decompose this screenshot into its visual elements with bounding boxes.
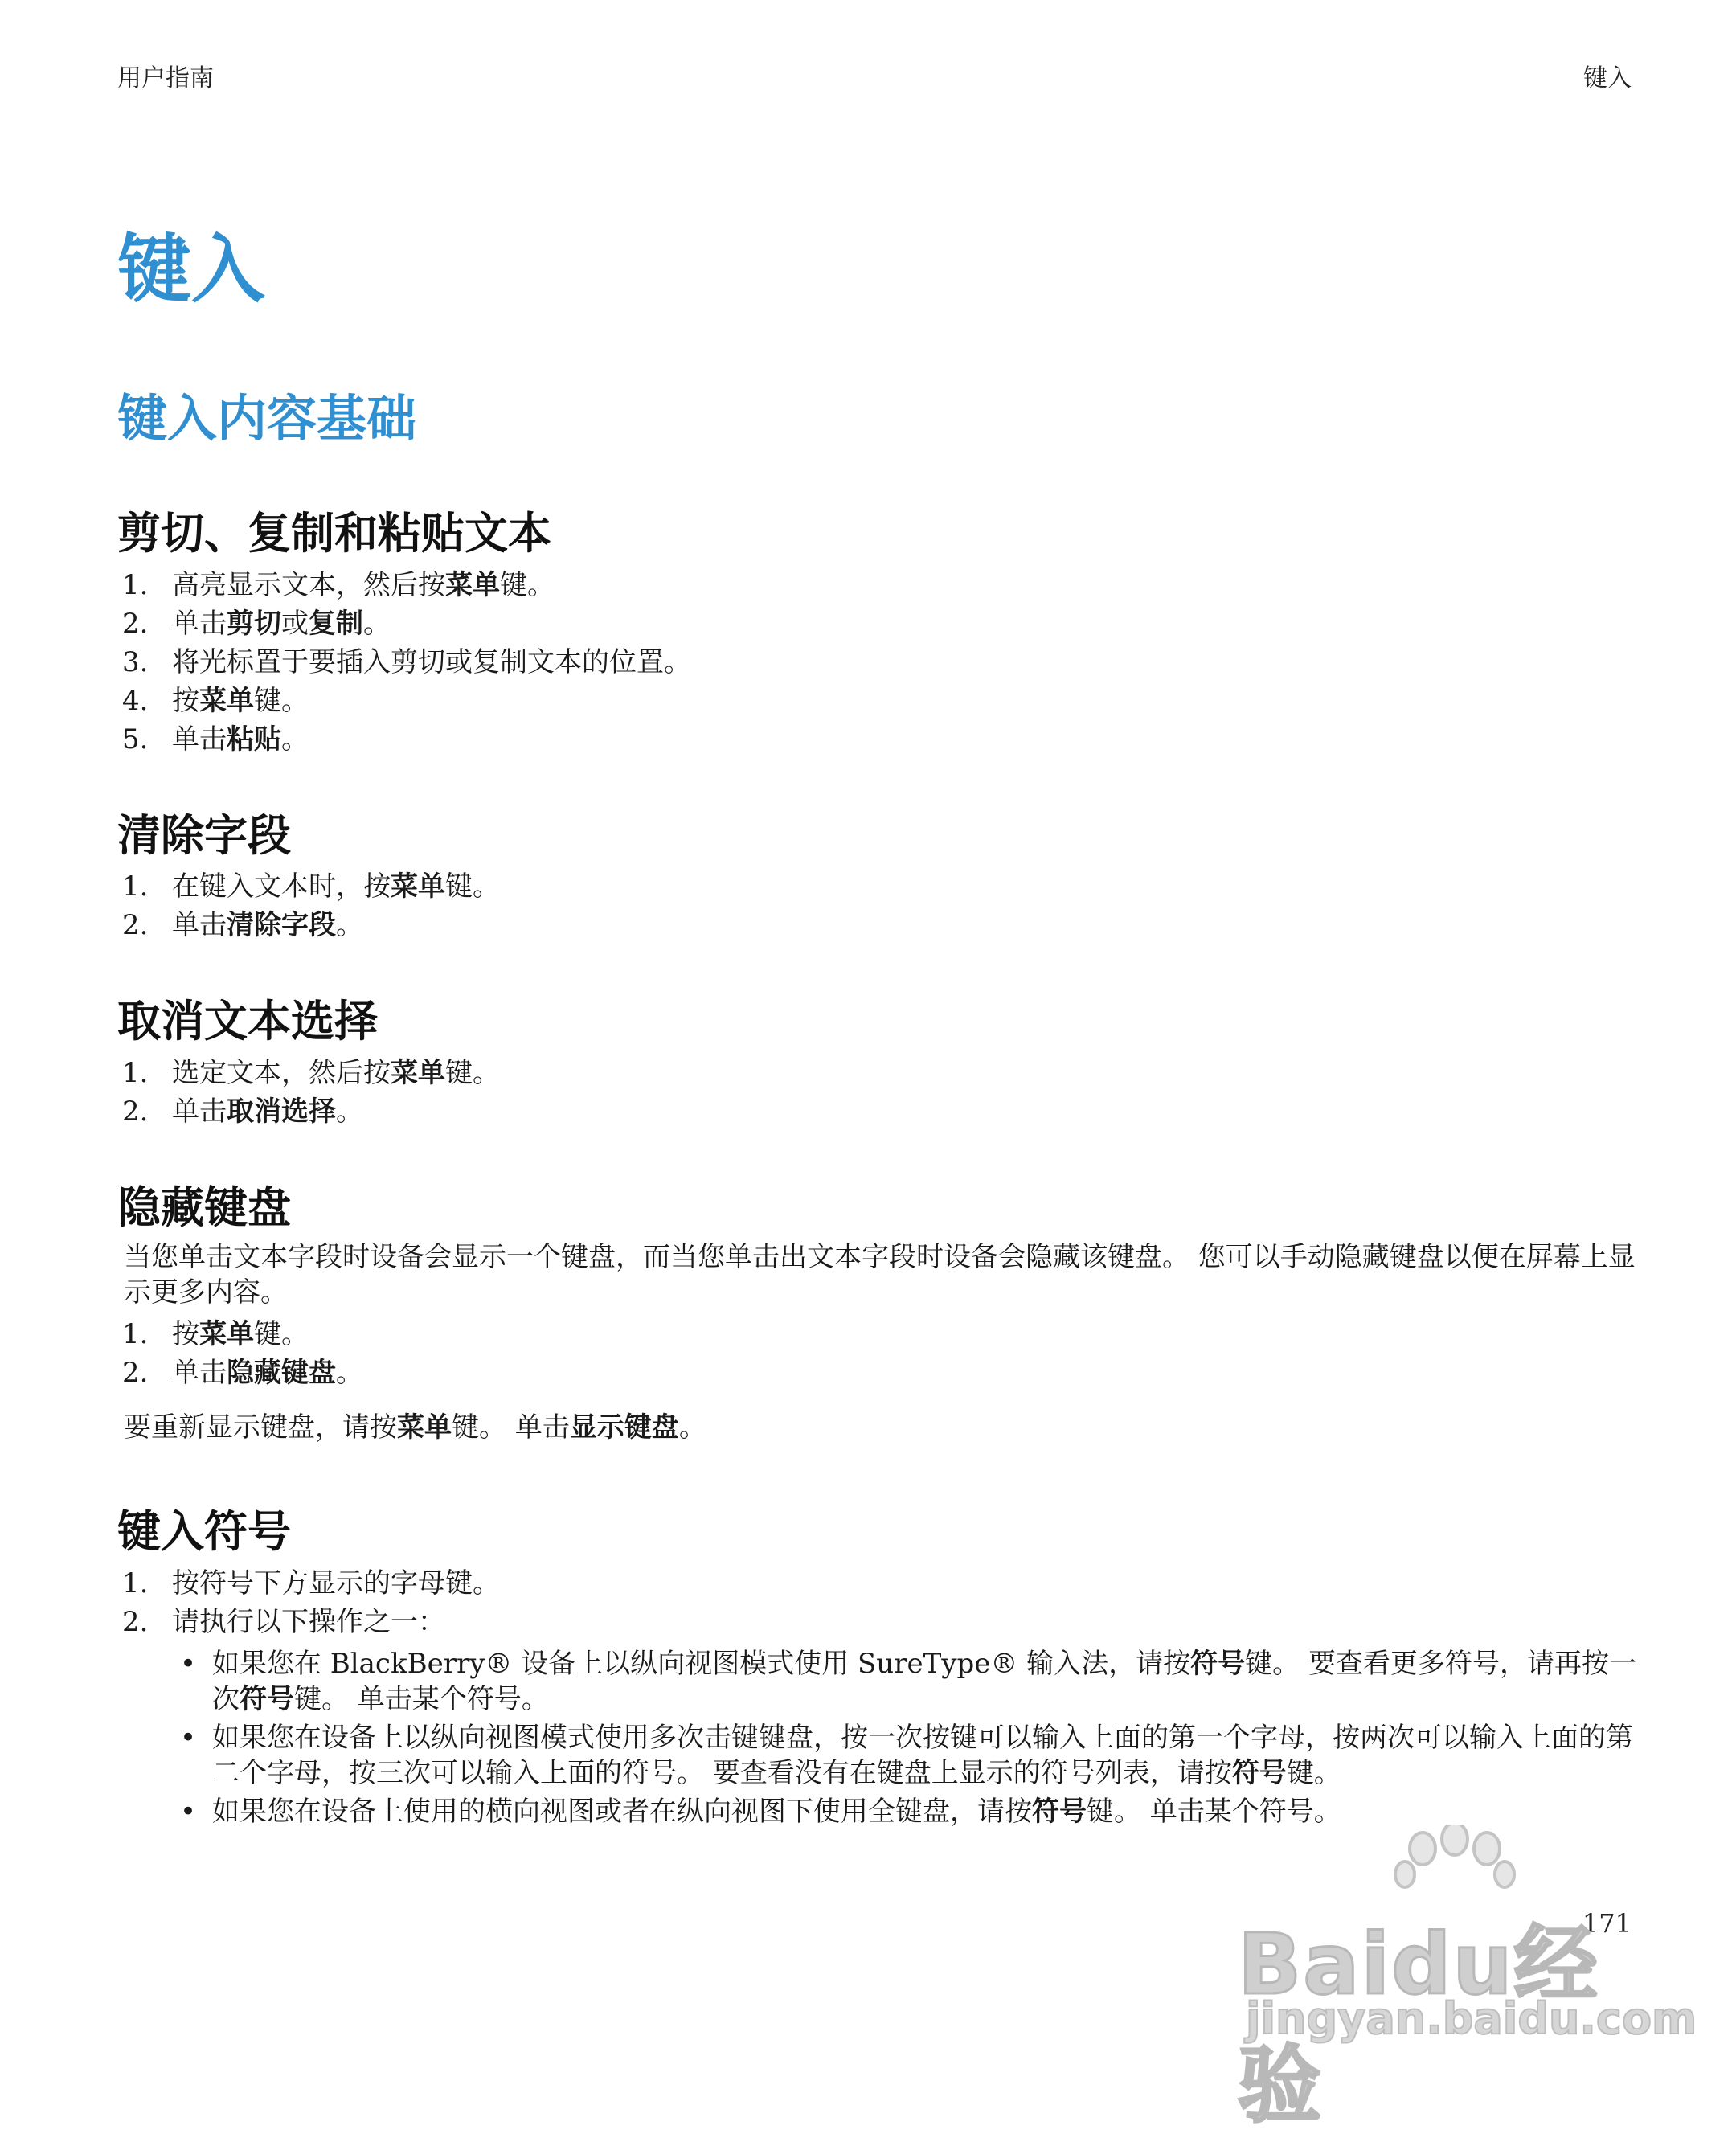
step-item: 2. 单击剪切或复制。 [122, 607, 391, 640]
step-item: 5. 单击粘贴。 [122, 723, 309, 756]
chapter-title: 键入 [117, 227, 266, 313]
running-header-right: 键入 [1583, 64, 1632, 92]
steps-cut-copy-paste [117, 566, 1636, 759]
step-item: 3. 将光标置于要插入剪切或复制文本的位置。 [122, 645, 691, 678]
list-item: • 如果您在设备上使用的横向视图或者在纵向视图下使用全键盘，请按符号键。 单击某个符号。 [180, 1795, 1341, 1828]
step-item: 1. 选定文本，然后按菜单键。 [122, 1056, 500, 1089]
bullet-icon: • [180, 1795, 197, 1828]
step-item: 2. 单击取消选择。 [122, 1095, 363, 1128]
baidu-jingyan-watermark [1238, 1825, 1697, 2134]
bullet-icon: • [180, 1647, 197, 1680]
steps-type-symbol [117, 1564, 1636, 1641]
topic-title-hide-keyboard: 隐藏键盘 [117, 1182, 291, 1233]
step-item: 2. 请执行以下操作之一： [122, 1605, 445, 1638]
topic-title-clear-field: 清除字段 [117, 809, 291, 861]
watermark-url: jingyan.baidu.com [1246, 1993, 1697, 2044]
hide-keyboard-note: 要重新显示键盘，请按菜单键。 单击显示键盘。 [124, 1411, 706, 1444]
page-content [117, 506, 1636, 1833]
step-item: 1. 按符号下方显示的字母键。 [122, 1567, 500, 1599]
list-item: • 如果您在 BlackBerry® 设备上以纵向视图模式使用 SureType® 输入法，请按符号键。 要查看更多符号，请再按一次符号键。 单击某个符号。 [180, 1647, 1636, 1715]
symbol-options-list [180, 1646, 1636, 1829]
topic-title-cancel-selection: 取消文本选择 [117, 996, 378, 1046]
step-item: 2. 单击隐藏键盘。 [122, 1357, 363, 1389]
topic-title-cut-copy-paste: 剪切、复制和粘贴文本 [117, 508, 551, 559]
list-item: • 如果您在设备上以纵向视图模式使用多次击键键盘，按一次按键可以输入上面的第一个字母，按两次可以输入上面的第二个字母，按三次可以输入上面的符号。 要查看没有在键盘上显示的符号列表，请按符号键。 [180, 1721, 1633, 1789]
step-item: 1. 高亮显示文本，然后按菜单键。 [122, 568, 555, 601]
watermark-brand: Baidu经验 [1238, 1915, 1599, 2134]
bullet-icon: • [180, 1721, 197, 1754]
topic-title-type-symbol: 键入符号 [117, 1506, 291, 1557]
section-title: 键入内容基础 [117, 389, 417, 448]
hide-keyboard-intro: 当您单击文本字段时设备会显示一个键盘，而当您单击出文本字段时设备会隐藏该键盘。 您可以手动隐藏键盘以便在屏幕上显示更多内容。 [124, 1241, 1636, 1309]
page-number: 171 [1582, 1908, 1632, 1939]
steps-hide-keyboard [117, 1315, 1636, 1392]
step-item: 2. 单击清除字段。 [122, 909, 363, 941]
running-header-left: 用户指南 [117, 64, 214, 92]
step-item: 1. 按菜单键。 [122, 1318, 309, 1350]
steps-cancel-selection [117, 1054, 1636, 1131]
step-item: 4. 按菜单键。 [122, 684, 309, 717]
step-item: 1. 在键入文本时，按菜单键。 [122, 870, 500, 903]
steps-clear-field [117, 867, 1636, 944]
